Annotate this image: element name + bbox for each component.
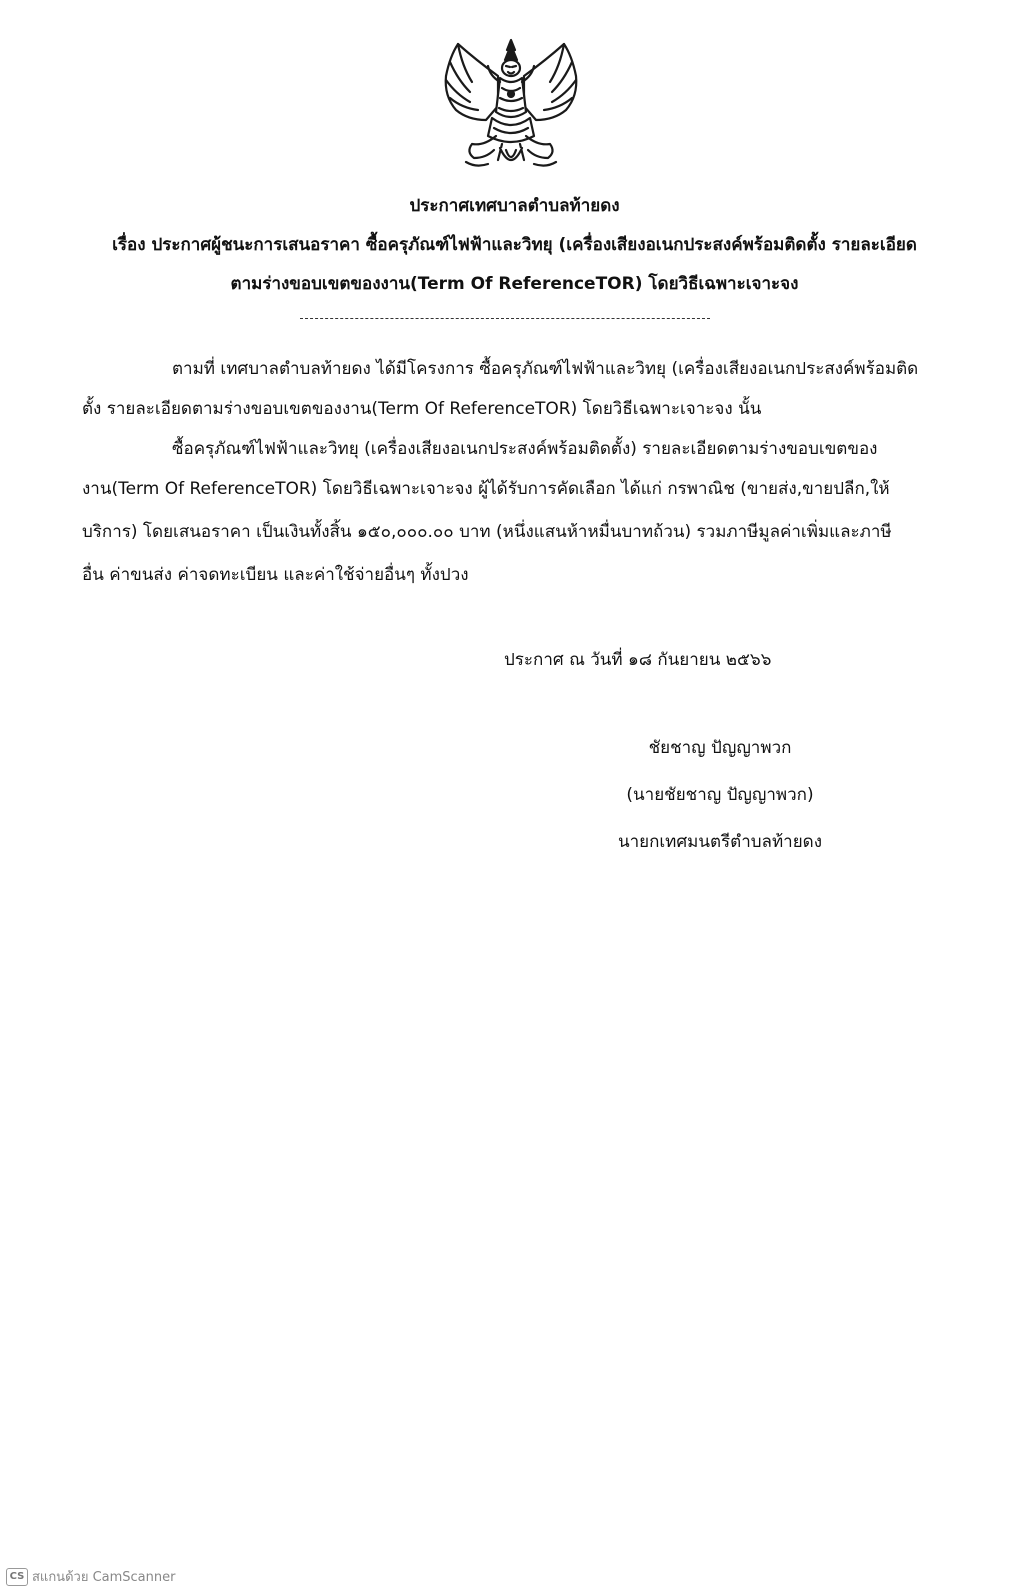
camscanner-icon: CS xyxy=(6,1568,28,1586)
paragraph-1-line-1: ตามที่ เทศบาลตำบลท้ายดง ได้มีโครงการ ซื้อครุภัณฑ์ไฟฟ้าและวิทยุ (เครื่องเสียงอเนกประสงค์พร้อมติด xyxy=(172,359,919,379)
paragraph-2-line-2: งาน(Term Of ReferenceTOR) โดยวิธีเฉพาะเจาะจง ผู้ได้รับการคัดเลือก ได้แก่ กรพาณิช (ขายส่ง,ขายปลีก,ให้ xyxy=(82,479,890,499)
paragraph-2-line-1: ซื้อครุภัณฑ์ไฟฟ้าและวิทยุ (เครื่องเสียงอเนกประสงค์พร้อมติดตั้ง) รายละเอียดตามร่างขอบเขตของ xyxy=(172,439,878,459)
signature-signed-name: ชัยชาญ ปัญญาพวก xyxy=(648,738,792,758)
garuda-emblem-icon xyxy=(436,36,586,174)
camscanner-watermark xyxy=(6,1566,175,1587)
subject-line-2: ตามร่างขอบเขตของงาน(Term Of ReferenceTOR) โดยวิธีเฉพาะเจาะจง xyxy=(230,274,799,294)
header-divider xyxy=(300,318,710,319)
announcement-date: ประกาศ ณ วันที่ ๑๘ กันยายน ๒๕๖๖ xyxy=(504,650,772,670)
paragraph-2-line-4: อื่น ค่าขนส่ง ค่าจดทะเบียน และค่าใช้จ่ายอื่นๆ ทั้งปวง xyxy=(82,565,469,585)
camscanner-label: สแกนด้วย CamScanner xyxy=(32,1570,176,1585)
paragraph-1-line-2: ตั้ง รายละเอียดตามร่างขอบเขตของงาน(Term Of ReferenceTOR) โดยวิธีเฉพาะเจาะจง นั้น xyxy=(82,399,762,419)
paragraph-2-line-3: บริการ) โดยเสนอราคา เป็นเงินทั้งสิ้น ๑๕๐,๐๐๐.๐๐ บาท (หนึ่งแสนห้าหมื่นบาทถ้วน) รวมภาษีมูลค่าเพิ่มและภาษี xyxy=(82,522,892,542)
issuer-title: ประกาศเทศบาลตำบลท้ายดง xyxy=(409,196,620,216)
subject-line-1: เรื่อง ประกาศผู้ชนะการเสนอราคา ซื้อครุภัณฑ์ไฟฟ้าและวิทยุ (เครื่องเสียงอเนกประสงค์พร้อมติดตั้ง รายละเอียด xyxy=(112,235,917,255)
signature-position: นายกเทศมนตรีตำบลท้ายดง xyxy=(617,832,823,852)
signature-printed-name: (นายชัยชาญ ปัญญาพวก) xyxy=(626,785,814,805)
